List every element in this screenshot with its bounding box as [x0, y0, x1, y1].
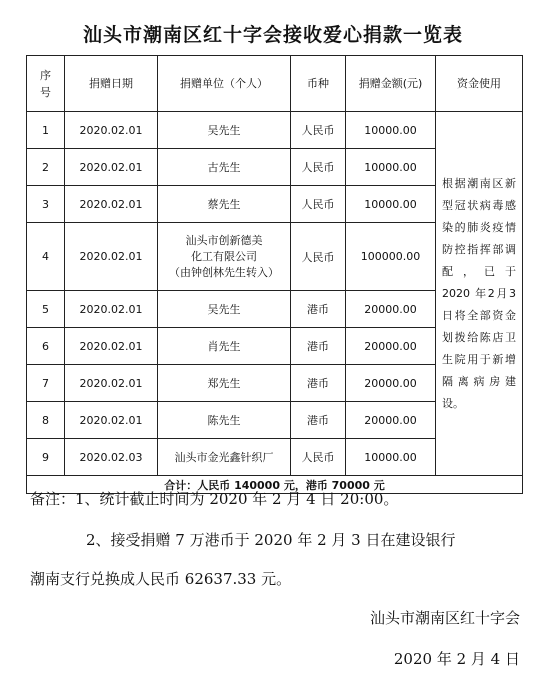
cell-index: 3 — [27, 186, 65, 223]
cell-currency: 人民币 — [291, 439, 346, 476]
cell-index: 5 — [27, 291, 65, 328]
cell-date: 2020.02.01 — [65, 112, 158, 149]
cell-unit: 郑先生 — [158, 365, 291, 402]
cell-date: 2020.02.01 — [65, 186, 158, 223]
cell-date: 2020.02.01 — [65, 291, 158, 328]
cell-unit: 汕头市金光鑫针织厂 — [158, 439, 291, 476]
header-date: 捐赠日期 — [65, 56, 158, 112]
cell-index: 6 — [27, 328, 65, 365]
header-index: 序号 — [27, 56, 65, 112]
cell-amount: 20000.00 — [346, 291, 436, 328]
cell-amount: 20000.00 — [346, 402, 436, 439]
total-cell: 合计：人民币 140000 元，港币 70000 元 — [27, 476, 523, 494]
signature-date: 2020 年 2 月 4 日 — [393, 650, 520, 668]
cell-amount: 100000.00 — [346, 223, 436, 291]
cell-currency: 人民币 — [291, 186, 346, 223]
cell-unit: 陈先生 — [158, 402, 291, 439]
cell-currency: 人民币 — [291, 112, 346, 149]
table-header-row — [27, 56, 523, 112]
cell-unit-line: （由钟创林先生转入） — [169, 265, 279, 279]
cell-unit: 吴先生 — [158, 112, 291, 149]
cell-amount: 20000.00 — [346, 365, 436, 402]
cell-unit — [158, 223, 291, 291]
header-usage: 资金使用 — [436, 56, 523, 112]
cell-amount: 10000.00 — [346, 149, 436, 186]
cell-date: 2020.02.03 — [65, 439, 158, 476]
cell-currency: 港币 — [291, 291, 346, 328]
cell-unit-line: 化工有限公司 — [191, 249, 257, 263]
cell-currency: 港币 — [291, 402, 346, 439]
cell-date: 2020.02.01 — [65, 328, 158, 365]
cell-usage: 根据潮南区新型冠状病毒感染的肺炎疫情防控指挥部调配，已于 2020 年2月3日将全部资金划拨给陈店卫生院用于新增隔离病房建设。 — [436, 112, 523, 476]
page-title: 汕头市潮南区红十字会接收爱心捐款一览表 — [82, 24, 463, 46]
table-row — [27, 112, 523, 149]
cell-amount: 10000.00 — [346, 112, 436, 149]
cell-currency: 港币 — [291, 365, 346, 402]
header-amount: 捐赠金额(元) — [346, 56, 436, 112]
cell-index: 1 — [27, 112, 65, 149]
cell-index: 7 — [27, 365, 65, 402]
cell-index: 4 — [27, 223, 65, 291]
header-currency: 币种 — [291, 56, 346, 112]
cell-date: 2020.02.01 — [65, 402, 158, 439]
donation-table — [26, 55, 523, 494]
cell-date: 2020.02.01 — [65, 149, 158, 186]
cell-amount: 10000.00 — [346, 439, 436, 476]
cell-amount: 20000.00 — [346, 328, 436, 365]
cell-currency: 人民币 — [291, 223, 346, 291]
note-line-2: 2、接受捐赠 7 万港币于 2020 年 2 月 3 日在建设银行 — [86, 531, 456, 549]
cell-unit: 肖先生 — [158, 328, 291, 365]
header-unit: 捐赠单位（个人） — [158, 56, 291, 112]
cell-currency: 港币 — [291, 328, 346, 365]
cell-currency: 人民币 — [291, 149, 346, 186]
cell-index: 9 — [27, 439, 65, 476]
cell-index: 8 — [27, 402, 65, 439]
note-line-1: 备注：1、统计截止时间为 2020 年 2 月 4 日 20:00。 — [30, 490, 399, 508]
cell-unit: 吴先生 — [158, 291, 291, 328]
cell-date: 2020.02.01 — [65, 365, 158, 402]
cell-date: 2020.02.01 — [65, 223, 158, 291]
note-line-3: 潮南支行兑换成人民币 62637.33 元。 — [30, 570, 292, 588]
cell-index: 2 — [27, 149, 65, 186]
cell-amount: 10000.00 — [346, 186, 436, 223]
cell-unit: 古先生 — [158, 149, 291, 186]
signature-org: 汕头市潮南区红十字会 — [369, 609, 520, 627]
cell-unit-line: 汕头市创新德美 — [185, 233, 263, 247]
cell-unit: 蔡先生 — [158, 186, 291, 223]
